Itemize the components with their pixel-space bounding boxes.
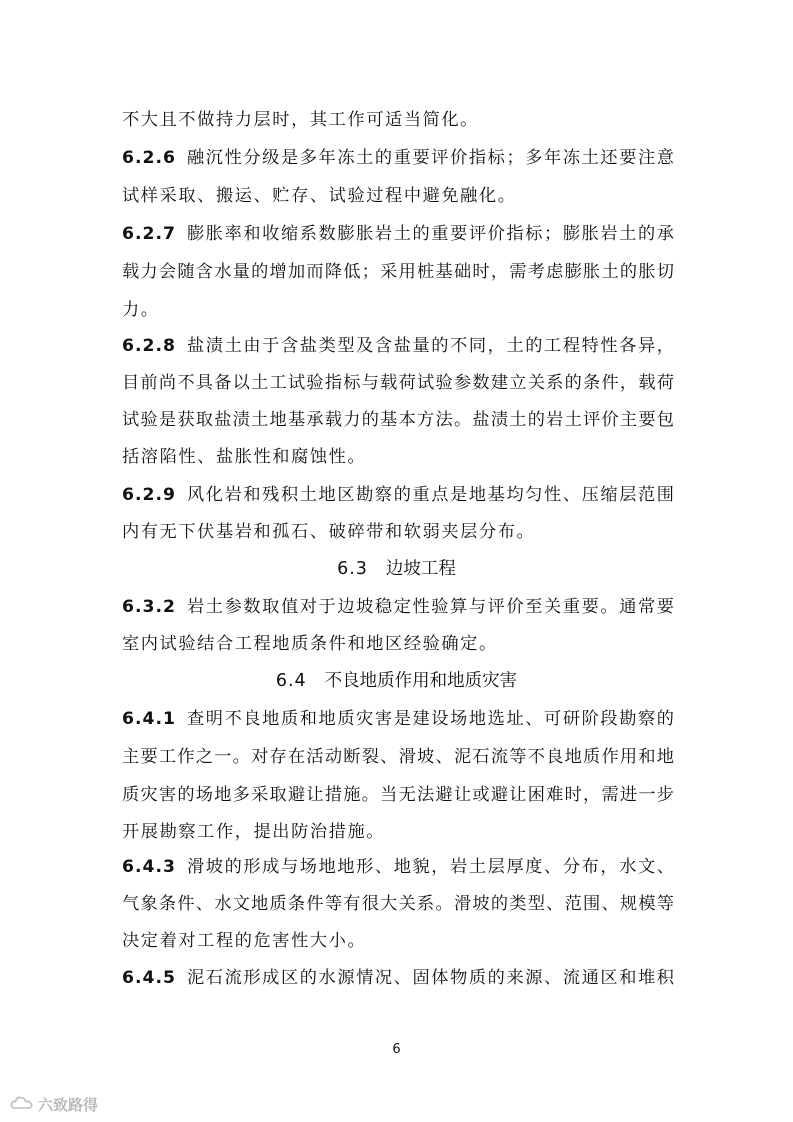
section-title: 边坡工程 — [385, 559, 456, 579]
text-line: 岩土参数取值对于边坡稳定性验算与评价至关重要。通常要 — [187, 597, 674, 617]
clause-6-2-8 — [122, 334, 674, 358]
clause-6-4-5 — [122, 966, 674, 990]
section-number: 6.3 — [337, 559, 368, 579]
clause-number: 6.3.2 — [122, 597, 176, 617]
clause-6-2-9 — [122, 483, 674, 507]
text-line: 力。 — [122, 300, 160, 320]
text-line: 不大且不做持力层时，其工作可适当简化。 — [122, 110, 479, 130]
text-line: 开展勘察工作，提出防治措施。 — [122, 822, 386, 842]
text-line: 试样采取、搬运、贮存、试验过程中避免融化。 — [122, 186, 517, 206]
text-line: 目前尚不具备以土工试验指标与载荷试验参数建立关系的条件，载荷 — [122, 373, 674, 393]
clause-6-4-3 — [122, 855, 674, 879]
text-line: 室内试验结合工程地质条件和地区经验确定。 — [122, 634, 498, 654]
section-number: 6.4 — [275, 671, 307, 691]
text-line: 主要工作之一。对存在活动断裂、滑坡、泥石流等不良地质作用和地 — [122, 747, 674, 767]
text-line: 泥石流形成区的水源情况、固体物质的来源、流通区和堆积 — [187, 968, 674, 988]
text-line: 查明不良地质和地质灾害是建设场地选址、可研阶段勘察的 — [187, 709, 674, 729]
clause-6-2-7 — [122, 222, 674, 246]
clause-number: 6.4.3 — [122, 857, 176, 877]
clause-6-3-2 — [122, 595, 674, 619]
text-line: 气象条件、水文地质条件等有很大关系。滑坡的类型、范围、规模等 — [122, 894, 674, 914]
text-line: 盐渍土由于含盐类型及含盐量的不同，土的工程特性各异， — [187, 336, 674, 356]
text-line: 括溶陷性、盐胀性和腐蚀性。 — [122, 447, 367, 467]
section-heading-6-4 — [0, 669, 793, 693]
clause-number: 6.2.8 — [122, 336, 176, 356]
clause-number: 6.2.6 — [122, 148, 176, 168]
text-line: 决定着对工程的危害性大小。 — [122, 931, 367, 951]
text-line: 融沉性分级是多年冻土的重要评价指标；多年冻土还要注意 — [187, 148, 674, 168]
watermark — [10, 1094, 98, 1115]
watermark-text: 六致路得 — [38, 1096, 99, 1114]
text-line: 内有无下伏基岩和孤石、破碎带和软弱夹层分布。 — [122, 522, 536, 542]
clause-6-2-6 — [122, 146, 674, 170]
text-line: 质灾害的场地多采取避让措施。当无法避让或避让困难时，需进一步 — [122, 785, 674, 805]
clause-number: 6.2.7 — [122, 224, 176, 244]
section-title: 不良地质作用和地质灾害 — [324, 671, 518, 691]
text-line: 载力会随含水量的增加而降低；采用桩基础时，需考虑膨胀土的胀切 — [122, 262, 674, 282]
clause-6-4-1 — [122, 707, 674, 731]
text-line: 滑坡的形成与场地地形、地貌，岩土层厚度、分布，水文、 — [187, 857, 674, 877]
text-line: 试验是获取盐渍土地基承载力的基本方法。盐渍土的岩土评价主要包 — [122, 410, 674, 430]
text-line: 风化岩和残积土地区勘察的重点是地基均匀性、压缩层范围 — [187, 485, 674, 505]
page-number: 6 — [392, 1042, 401, 1057]
clause-number: 6.4.1 — [122, 709, 176, 729]
clause-number: 6.2.9 — [122, 485, 176, 505]
cloud-logo-icon — [10, 1095, 34, 1115]
text-line: 膨胀率和收缩系数膨胀岩土的重要评价指标；膨胀岩土的承 — [187, 224, 674, 244]
clause-number: 6.4.5 — [122, 968, 176, 988]
section-heading-6-3 — [0, 557, 793, 581]
